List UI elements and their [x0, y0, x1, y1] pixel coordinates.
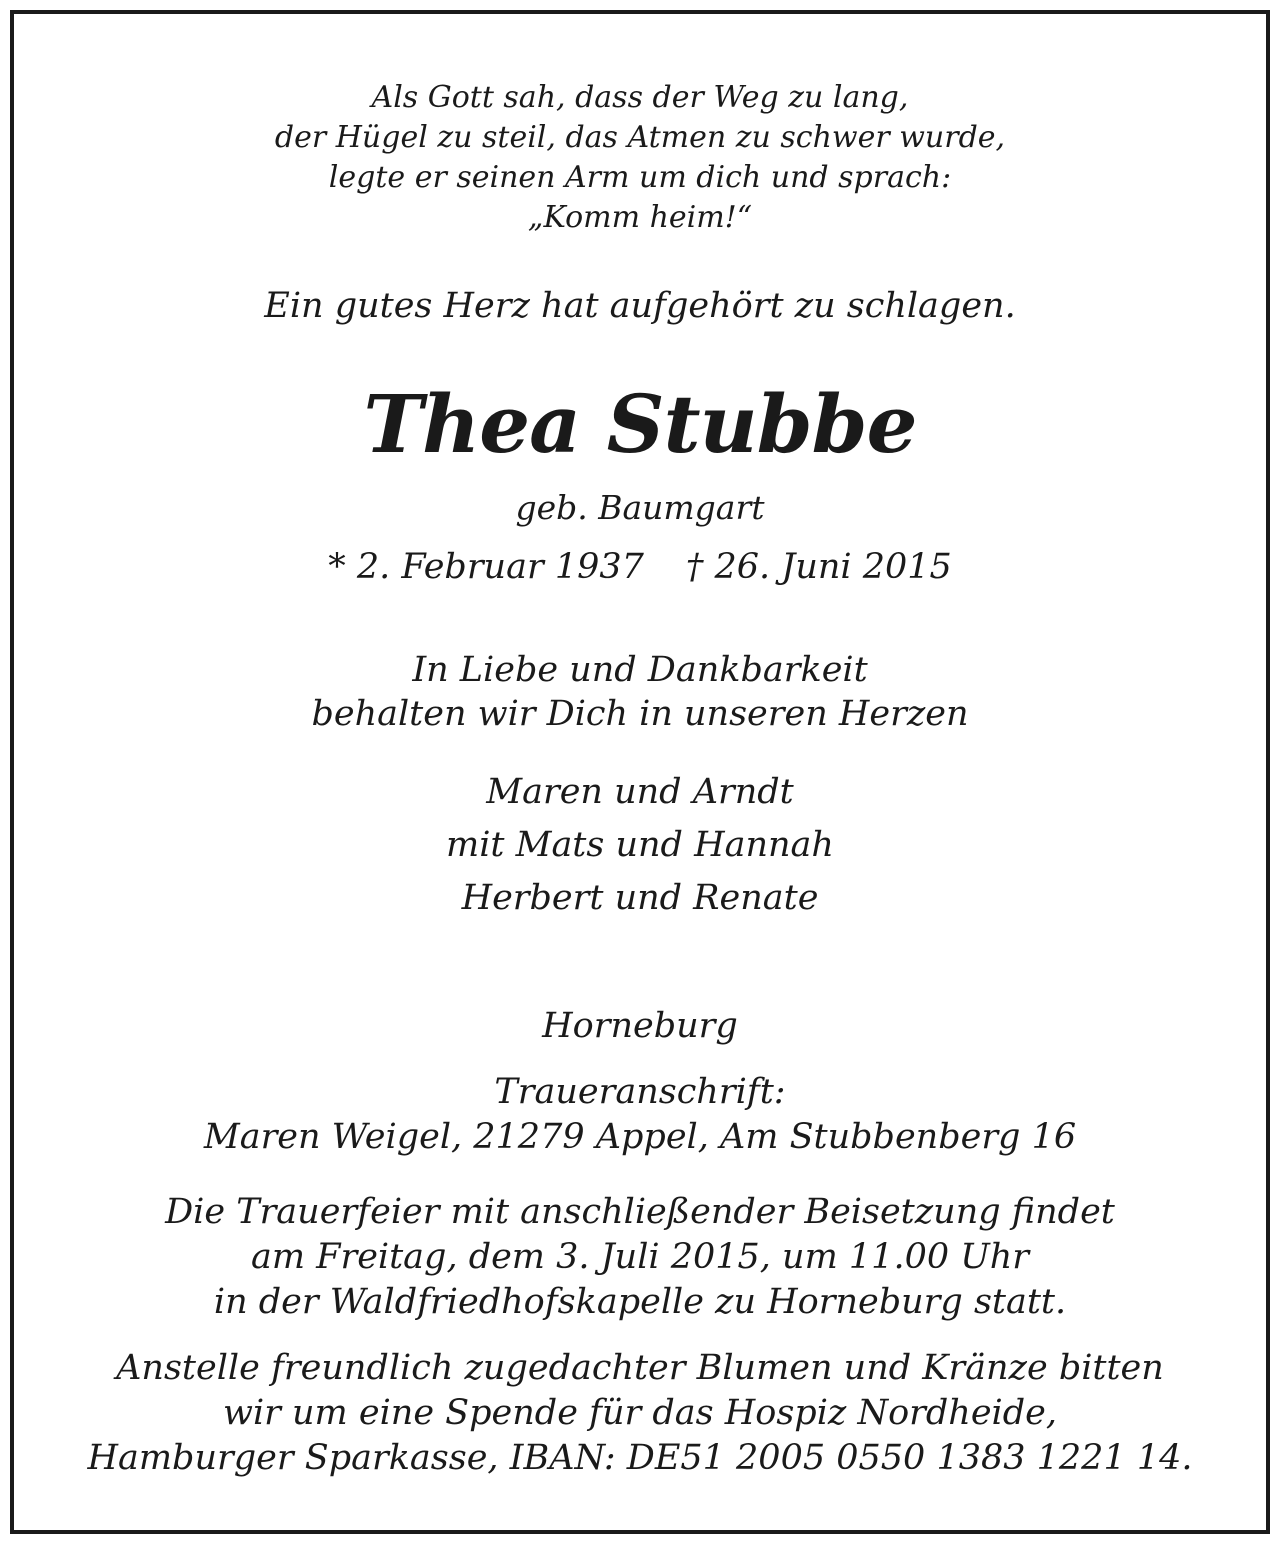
donation-line: Hamburger Sparkasse, IBAN: DE51 2005 0550 1383 1221 14. [87, 1438, 1193, 1478]
donation-line: wir um eine Spende für das Hospiz Nordheide, [223, 1393, 1057, 1433]
mourning-address-value: Maren Weigel, 21279 Appel, Am Stubbenberg 16 [203, 1117, 1077, 1157]
mourners-list [14, 766, 1266, 925]
poem-line: Als Gott sah, dass der Weg zu lang, [371, 80, 909, 115]
service-line: am Freitag, dem 3. Juli 2015, um 11.00 Uhr [251, 1237, 1029, 1277]
deceased-name: Thea Stubbe [363, 377, 917, 471]
place: Horneburg [542, 1006, 738, 1046]
remembrance-text [14, 648, 1266, 736]
mourning-address [14, 1070, 1266, 1160]
heart-line: Ein gutes Herz hat aufgehört zu schlagen. [264, 286, 1016, 326]
funeral-service-info [14, 1190, 1266, 1325]
mourner-line: mit Mats und Hannah [446, 825, 834, 865]
donation-request [14, 1346, 1266, 1481]
poem-line: der Hügel zu steil, das Atmen zu schwer wurde, [274, 120, 1006, 155]
mourning-address-label: Traueranschrift: [494, 1072, 786, 1112]
mourner-line: Herbert und Renate [461, 878, 819, 918]
birth-name: geb. Baumgart [515, 488, 765, 527]
death-date: † 26. Juni 2015 [685, 547, 952, 587]
service-line: Die Trauerfeier mit anschließender Beisetzung findet [165, 1192, 1115, 1232]
life-dates [14, 544, 1266, 590]
birth-date: * 2. Februar 1937 [328, 547, 644, 587]
remembrance-line: In Liebe und Dankbarkeit [412, 650, 868, 690]
donation-line: Anstelle freundlich zugedachter Blumen und Kränze bitten [116, 1348, 1164, 1388]
obituary-notice [10, 10, 1270, 1534]
poem [14, 78, 1266, 238]
service-line: in der Waldfriedhofskapelle zu Horneburg statt. [213, 1282, 1067, 1322]
poem-line: legte er seinen Arm um dich und sprach: [328, 160, 952, 195]
remembrance-line: behalten wir Dich in unseren Herzen [311, 694, 969, 734]
poem-line: „Komm heim!“ [527, 200, 753, 235]
mourner-line: Maren und Arndt [486, 772, 794, 812]
